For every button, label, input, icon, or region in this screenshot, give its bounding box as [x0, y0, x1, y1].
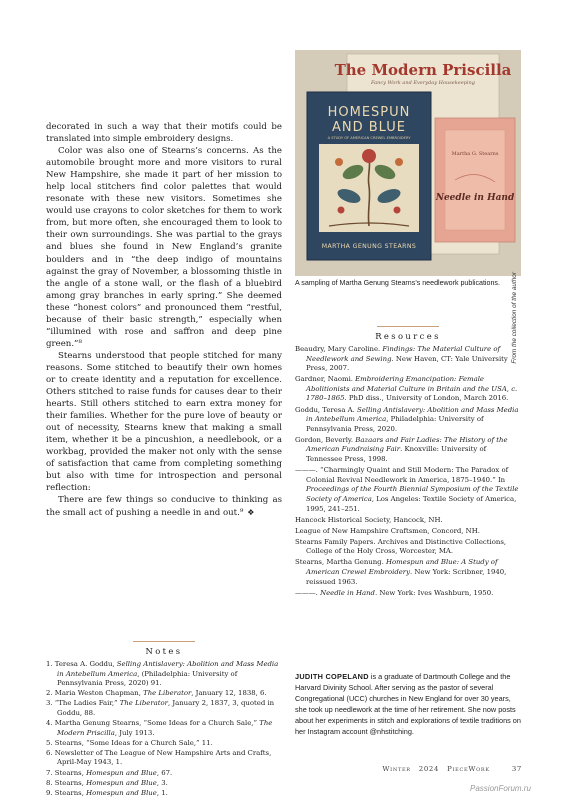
notes-list — [46, 660, 282, 798]
footer-year: 2024 — [418, 765, 440, 773]
article-paragraph — [46, 494, 282, 518]
resources-heading: Resources — [295, 326, 521, 341]
resource-item — [295, 516, 521, 526]
note-item-title: Selling Antislavery: Abolition and Mass Media in Antebellum America — [57, 660, 279, 678]
notes-heading: Notes — [46, 641, 282, 656]
note-item-title: Homespun and Blue — [86, 768, 157, 777]
resource-item-text: . Knoxville: University of Tennessee Press, 1998. — [306, 445, 487, 464]
note-item-text: , January 2, 1837, 3, quoted in Goddu, 88. — [57, 699, 275, 717]
note-item-title: The Liberator — [119, 699, 168, 708]
resource-item-title: Embroidering Emancipation: Female Abolitionists and Material Culture in Britain and the USA, c. 1780–1865 — [306, 375, 518, 403]
resources-list — [295, 345, 521, 598]
note-item — [46, 719, 282, 738]
note-item-text: 9. Stearns, — [46, 788, 87, 797]
note-item-text: , January 12, 1838, 6. — [191, 689, 267, 698]
note-item-text: 3. “The Ladies Fair,” — [46, 699, 120, 708]
note-item-text: , (Philadelphia: University of Pennsylvania Press, 2020) 91. — [57, 669, 238, 688]
page-number: 37 — [511, 765, 522, 773]
note-item — [46, 749, 282, 768]
article-paragraph: Stearns understood that people stitched for many reasons. Some stitched to beautify their own homes or to create identity and a reputation for excellence. Others stitched to raise funds for causes dear to their hearts. Still others stitched to earn extra money for their families. Whether for the pure love of beauty or out of necessity, Stearns knew that making a small item, whether it be a pincushion, a needlebook, or a workbag, provided the maker not only with the sense of satisfaction that came from completing something but also with time for introspection and personal reflection: — [46, 350, 282, 494]
homespun-and-blue-book — [307, 92, 431, 260]
note-item-title: Homespun and Blue — [86, 788, 157, 797]
resource-item-text: , Los Angeles: Textile Society of America, 1995, 241–251. — [306, 494, 517, 513]
end-ornament-icon: ❖ — [247, 507, 255, 517]
resource-item-text: Stearns, Martha Genung. — [295, 558, 386, 567]
author-name: JUDITH COPELAND — [295, 672, 369, 681]
homespun-subtitle: A STUDY OF AMERICAN CREWEL EMBROIDERY — [327, 136, 411, 140]
book-photo — [295, 50, 521, 276]
note-item-text: 4. Martha Genung Stearns, “Some Ideas for a Church Sale,” — [46, 719, 260, 728]
homespun-title-line2: AND BLUE — [331, 120, 407, 135]
resource-item-text: Stearns Family Papers. Archives and Distinctive Collections, College of the Holy Cross, Worcester, MA. — [295, 537, 507, 556]
photo-credit-text: From the collection of the author — [511, 272, 518, 364]
note-item — [46, 769, 282, 779]
article-final-sentence: There are few things so conducive to thinking as the small act of pushing a needle in and out.⁹ — [46, 495, 282, 518]
note-item — [46, 689, 282, 699]
note-item-text: , 1. — [156, 788, 168, 797]
resource-item-text: Hancock Historical Society, Hancock, NH. — [295, 515, 443, 524]
needle-in-hand-book — [435, 118, 515, 242]
book-photo-illustration — [295, 50, 521, 276]
resources-section — [295, 326, 521, 600]
note-item-text: 1. Teresa A. Goddu, — [46, 660, 117, 668]
note-item-text: 2. Maria Weston Chapman, — [46, 689, 144, 698]
note-item — [46, 789, 282, 799]
resource-item-text: ———. — [295, 588, 321, 597]
note-item-title: The Modern Priscilla — [57, 719, 273, 737]
author-bio — [295, 672, 521, 737]
note-item-text: , 67. — [156, 768, 173, 777]
note-item-text: 6. Newsletter of The League of New Hampshire Arts and Crafts, April-May 1943, 1. — [46, 748, 272, 767]
resource-item — [295, 589, 521, 599]
resource-item — [295, 558, 521, 587]
notes-section — [46, 641, 282, 799]
article-body — [46, 121, 282, 519]
homespun-title-line1: HOMESPUN — [327, 105, 411, 120]
resource-item-text: . New York: Scribner, 1940, reissued 1963. — [306, 568, 507, 586]
author-bio-text: is a graduate of Dartmouth College and the Harvard Divinity School. After serving as the pastor of several Congregational (UCC) churches in New England for over 30 years, she took up needlework at the time of her retirement. She now posts about her experiments in stitch and explorations of textile traditions on her Instagram account @nhstitching. — [295, 672, 521, 736]
note-item-text: 7. Stearns, — [46, 768, 87, 777]
priscilla-subtitle: Fancy Work and Everyday Housekeeping — [371, 80, 475, 86]
note-item — [46, 660, 282, 689]
resource-item-title: Findings: The Material Culture of Needlework and Sewing — [306, 345, 501, 363]
resource-item-text: . PhD diss., University of London, March 2016. — [344, 394, 509, 403]
resource-item-text: League of New Hampshire Craftsmen, Concord, NH. — [295, 526, 480, 535]
footer-magazine: PieceWork — [447, 765, 490, 773]
needle-author: Martha G. Stearns — [451, 151, 499, 157]
note-item-title: Homespun and Blue — [86, 778, 157, 787]
resource-item-text: Gordon, Beverly. — [295, 435, 356, 444]
resource-item — [295, 466, 521, 514]
resource-item-title: Homespun and Blue: A Study of American Crewel Embroidery — [306, 558, 498, 577]
article-paragraph: Color was also one of Stearns’s concerns. As the automobile brought more and more visitors to rural New Hampshire, she made it part of her mission to help local stitchers find color palettes that would resonate with these new visitors. Sometimes she would use crayons to color sketches for them to work from, but more often, she encouraged them to look to their own surroundings. She was partial to the grays and blues she found in New England’s granite boulders and in “the deep indigo of mountains against the gray of November, a blossoming thistle in the angle of a stone wall, or the flash of a bluebird among gray branches in early spring.” She deemed these “honest colors” and pronounced them “restful, because of their basic strength,” especially when “illumined with rose and saffron and deep pine green.”⁸ — [46, 146, 282, 349]
note-item-text: , July 1913. — [114, 728, 155, 737]
resource-item-title: Bazaars and Fair Ladies: The History of the American Fundraising Fair — [306, 435, 508, 454]
resource-item-title: Proceedings of the Fourth Biennial Symposium of the Textile Society of America — [306, 485, 519, 503]
resource-item-title: Selling Antislavery: Abolition and Mass Media in Antebellum America — [306, 405, 519, 424]
watermark: PassionForum.ru — [470, 784, 531, 793]
resource-item-text: Beaudry, Mary Caroline. — [295, 345, 383, 353]
resource-item — [295, 527, 521, 537]
resource-item — [295, 538, 521, 557]
article-paragraph: decorated in such a way that their motifs could be translated into simple embroidery designs. — [46, 122, 282, 145]
resource-item-title: Needle in Hand — [320, 588, 375, 597]
homespun-author: MARTHA GENUNG STEARNS — [321, 243, 417, 250]
page-footer — [300, 765, 522, 773]
note-item-text: , 3. — [156, 778, 168, 787]
priscilla-title: The Modern Priscilla — [334, 61, 512, 79]
needle-title: Needle in Hand — [435, 193, 515, 203]
resource-item — [295, 375, 521, 404]
note-item-text: 8. Stearns, — [46, 778, 87, 787]
note-item — [46, 779, 282, 789]
resource-item-text: ———. “Charmingly Quaint and Still Modern: The Paradox of Colonial Revival Needlework in America, 1875–1940.” In — [295, 466, 509, 484]
resource-item-text: . New Haven, CT: Yale University Press, 2007. — [306, 354, 508, 373]
footer-season: Winter — [382, 765, 411, 773]
note-item-text: 5. Stearns, “Some Ideas for a Church Sale,” 11. — [46, 738, 213, 747]
resource-item-text: Goddu, Teresa A. — [295, 405, 357, 414]
resource-item-text: . New York: Ives Washburn, 1950. — [374, 588, 494, 597]
photo-caption: A sampling of Martha Genung Stearns’s needlework publications. — [295, 279, 500, 287]
resource-item-text: , Philadelphia: University of Pennsylvania Press, 2020. — [306, 415, 484, 433]
note-item — [46, 699, 282, 718]
resource-item — [295, 345, 521, 374]
resource-item — [295, 436, 521, 465]
note-item-title: The Liberator — [143, 689, 192, 698]
resource-item-text: Gardner, Naomi. — [295, 375, 356, 384]
note-item — [46, 739, 282, 749]
resource-item — [295, 406, 521, 435]
